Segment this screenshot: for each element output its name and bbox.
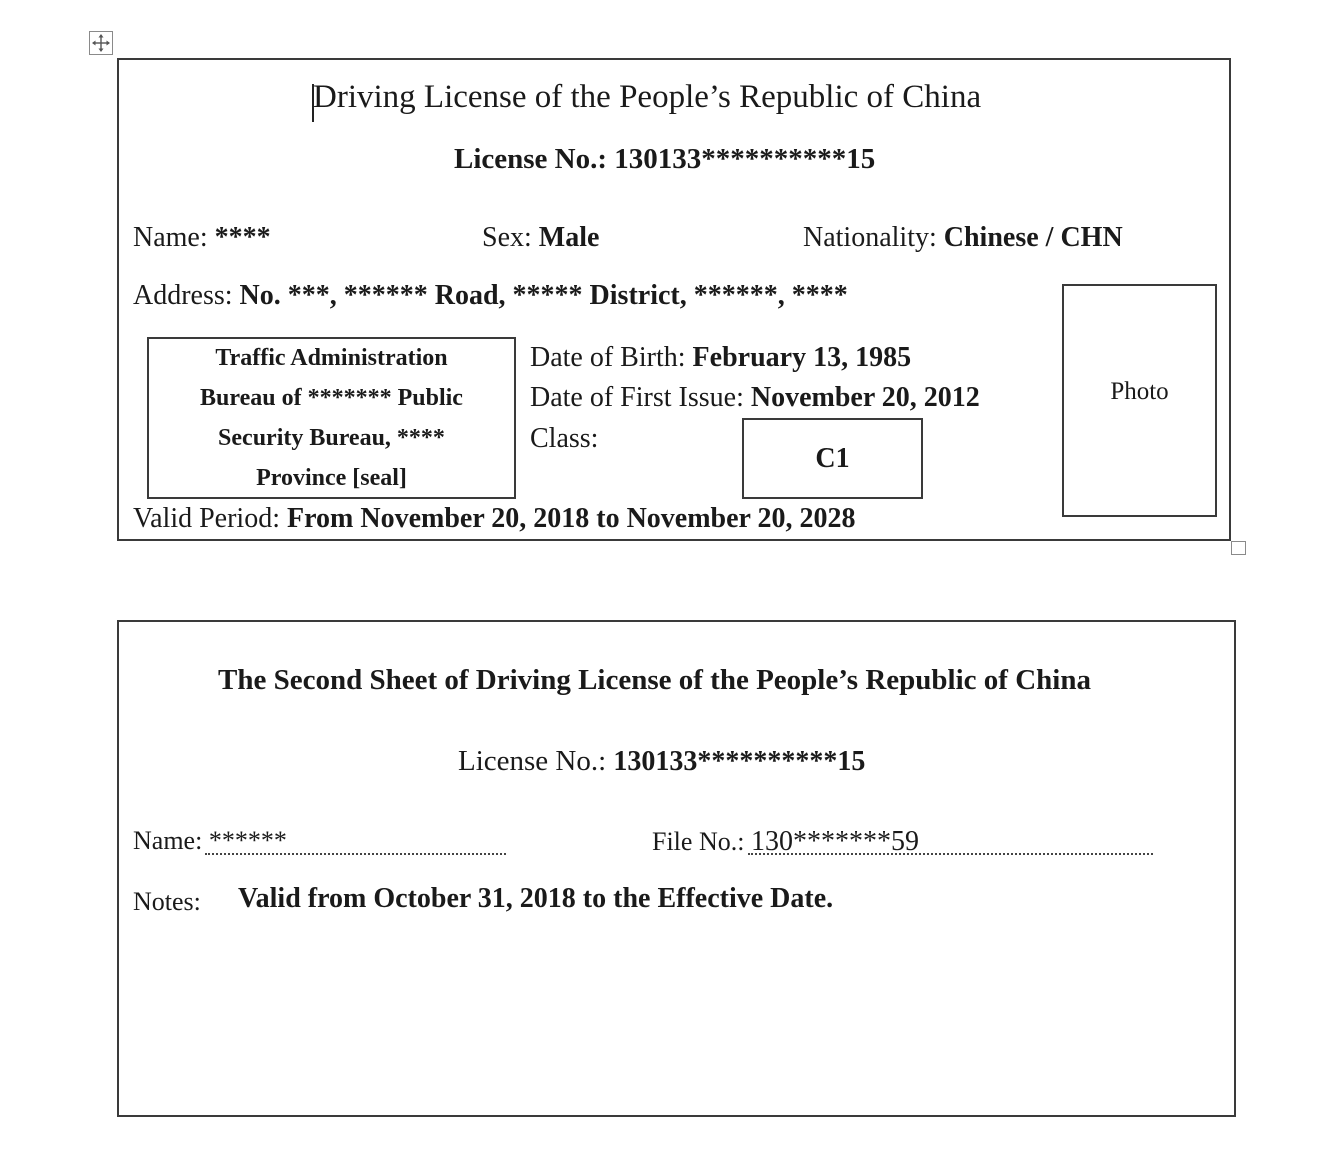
first-issue-field: [530, 382, 980, 414]
class-value-box: [742, 418, 923, 499]
first-issue-label: Date of First Issue:: [530, 382, 744, 413]
dob-value: February 13, 1985: [692, 342, 912, 373]
file-no-label: File No.:: [652, 827, 745, 856]
first-issue-value: November 20, 2012: [750, 382, 980, 413]
class-value: C1: [815, 442, 850, 474]
sheet2-name-field: [133, 826, 287, 856]
name-value: ******: [208, 826, 287, 855]
nationality-value: Chinese / CHN: [943, 222, 1123, 253]
table-move-handle-icon[interactable]: [89, 31, 113, 55]
sheet2-license-no: [458, 745, 865, 778]
file-no-dotted-line: [748, 853, 1153, 855]
notes-label: Notes:: [133, 887, 201, 916]
valid-period-label: Valid Period:: [133, 503, 280, 534]
table-resize-handle-icon[interactable]: [1231, 541, 1246, 555]
sheet1-title: Driving License of the People’s Republic of China: [313, 79, 982, 115]
address-label: Address:: [133, 280, 233, 311]
address-field: [133, 280, 848, 312]
date-of-birth-field: [530, 342, 911, 374]
sheet2-title: The Second Sheet of Driving License of the People’s Republic of China: [218, 664, 1091, 696]
name-value: ****: [214, 222, 271, 253]
issuer-line: Traffic Administration: [215, 345, 448, 371]
sex-label: Sex:: [482, 222, 532, 253]
photo-label: Photo: [1110, 378, 1169, 405]
valid-period-field: [133, 503, 855, 535]
photo-box: [1062, 284, 1217, 517]
notes-value: Valid from October 31, 2018 to the Effective Date.: [238, 883, 834, 914]
name-field: [133, 222, 271, 254]
license-no-label: License No.:: [458, 745, 607, 777]
name-dotted-line: [205, 853, 506, 855]
dob-label: Date of Birth:: [530, 342, 686, 373]
address-value: No. ***, ****** Road, ***** District, ******, ****: [239, 280, 848, 311]
issuer-line: Province [seal]: [256, 465, 407, 491]
sheet1-license-no: [454, 143, 875, 176]
issuer-line: Bureau of ******* Public: [200, 385, 463, 411]
license-no-value: 130133**********15: [613, 746, 866, 777]
issuer-line: Security Bureau, ****: [218, 425, 445, 451]
valid-period-value: From November 20, 2018 to November 20, 2028: [287, 503, 856, 534]
license-no-label: License No.:: [454, 143, 608, 175]
name-label: Name:: [133, 826, 203, 855]
class-label: Class:: [530, 423, 599, 454]
license-no-value: 130133**********15: [614, 143, 876, 175]
issuing-authority-box: [147, 337, 516, 499]
name-label: Name:: [133, 222, 208, 253]
sex-field: [482, 222, 599, 254]
nationality-label: Nationality:: [803, 222, 937, 253]
sex-value: Male: [538, 222, 600, 253]
nationality-field: [803, 222, 1123, 254]
file-no-value: 130*******59: [750, 826, 919, 857]
